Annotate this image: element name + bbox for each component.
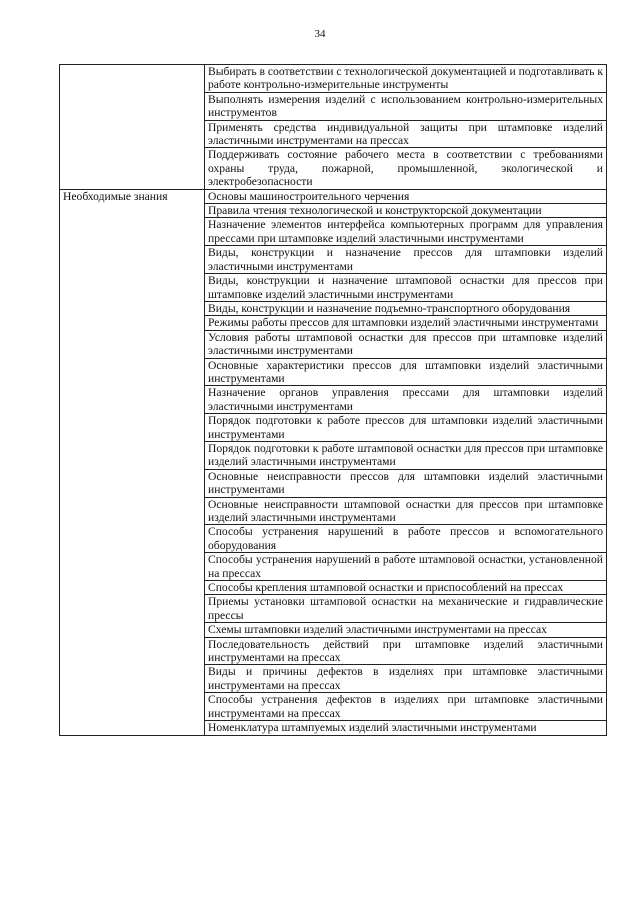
knowledge-label: Необходимые знания <box>60 189 205 735</box>
requirements-table <box>59 64 607 736</box>
empty-label-cell <box>60 65 205 190</box>
knowledge-item: Виды, конструкции и назначение штамповой оснастки для прессов при штамповке изделий эластичными инструментами <box>205 274 607 302</box>
knowledge-item: Способы устранения нарушений в работе прессов и вспомогательного оборудования <box>205 525 607 553</box>
knowledge-item: Способы крепления штамповой оснастки и приспособлений на прессах <box>205 581 607 595</box>
knowledge-item: Основные неисправности штамповой оснастки для прессов при штамповке изделий эластичными инструментами <box>205 497 607 525</box>
skill-item: Применять средства индивидуальной защиты при штамповке изделий эластичными инструментами на прессах <box>205 120 607 148</box>
knowledge-item: Порядок подготовки к работе штамповой оснастки для прессов при штамповке изделий эластичными инструментами <box>205 441 607 469</box>
knowledge-item: Способы устранения нарушений в работе штамповой оснастки, установленной на прессах <box>205 553 607 581</box>
knowledge-item: Основные характеристики прессов для штамповки изделий эластичными инструментами <box>205 358 607 386</box>
knowledge-item: Приемы установки штамповой оснастки на механические и гидравлические прессы <box>205 595 607 623</box>
knowledge-item: Режимы работы прессов для штамповки изделий эластичными инструментами <box>205 316 607 330</box>
table-row <box>60 65 607 93</box>
knowledge-item: Виды и причины дефектов в изделиях при штамповке эластичными инструментами на прессах <box>205 665 607 693</box>
skill-item: Поддерживать состояние рабочего места в соответствии с требованиями охраны труда, пожарной, промышленной, экологической и электробезопасности <box>205 148 607 189</box>
knowledge-item: Виды, конструкции и назначение подъемно-транспортного оборудования <box>205 301 607 315</box>
knowledge-item: Назначение элементов интерфейса компьютерных программ для управления прессами при штамповке изделий эластичными инструментами <box>205 218 607 246</box>
knowledge-item: Основные неисправности прессов для штамповки изделий эластичными инструментами <box>205 469 607 497</box>
page-number: 34 <box>314 28 326 40</box>
knowledge-item: Виды, конструкции и назначение прессов для штамповки изделий эластичными инструментами <box>205 246 607 274</box>
knowledge-item: Номенклатура штампуемых изделий эластичными инструментами <box>205 721 607 735</box>
knowledge-item: Способы устранения дефектов в изделиях при штамповке эластичными инструментами на прессах <box>205 693 607 721</box>
knowledge-item: Условия работы штамповой оснастки для прессов при штамповке изделий эластичными инструментами <box>205 330 607 358</box>
knowledge-item: Назначение органов управления прессами для штамповки изделий эластичными инструментами <box>205 386 607 414</box>
knowledge-item: Схемы штамповки изделий эластичными инструментами на прессах <box>205 623 607 637</box>
knowledge-item: Правила чтения технологической и конструкторской документации <box>205 204 607 218</box>
skill-item: Выбирать в соответствии с технологической документацией и подготавливать к работе контрольно-измерительные инструменты <box>205 65 607 93</box>
table-row <box>60 189 607 203</box>
knowledge-item: Порядок подготовки к работе прессов для штамповки изделий эластичными инструментами <box>205 414 607 442</box>
knowledge-item: Последовательность действий при штамповке изделий эластичными инструментами на прессах <box>205 637 607 665</box>
knowledge-item: Основы машиностроительного черчения <box>205 189 607 203</box>
skill-item: Выполнять измерения изделий с использованием контрольно-измерительных инструментов <box>205 92 607 120</box>
